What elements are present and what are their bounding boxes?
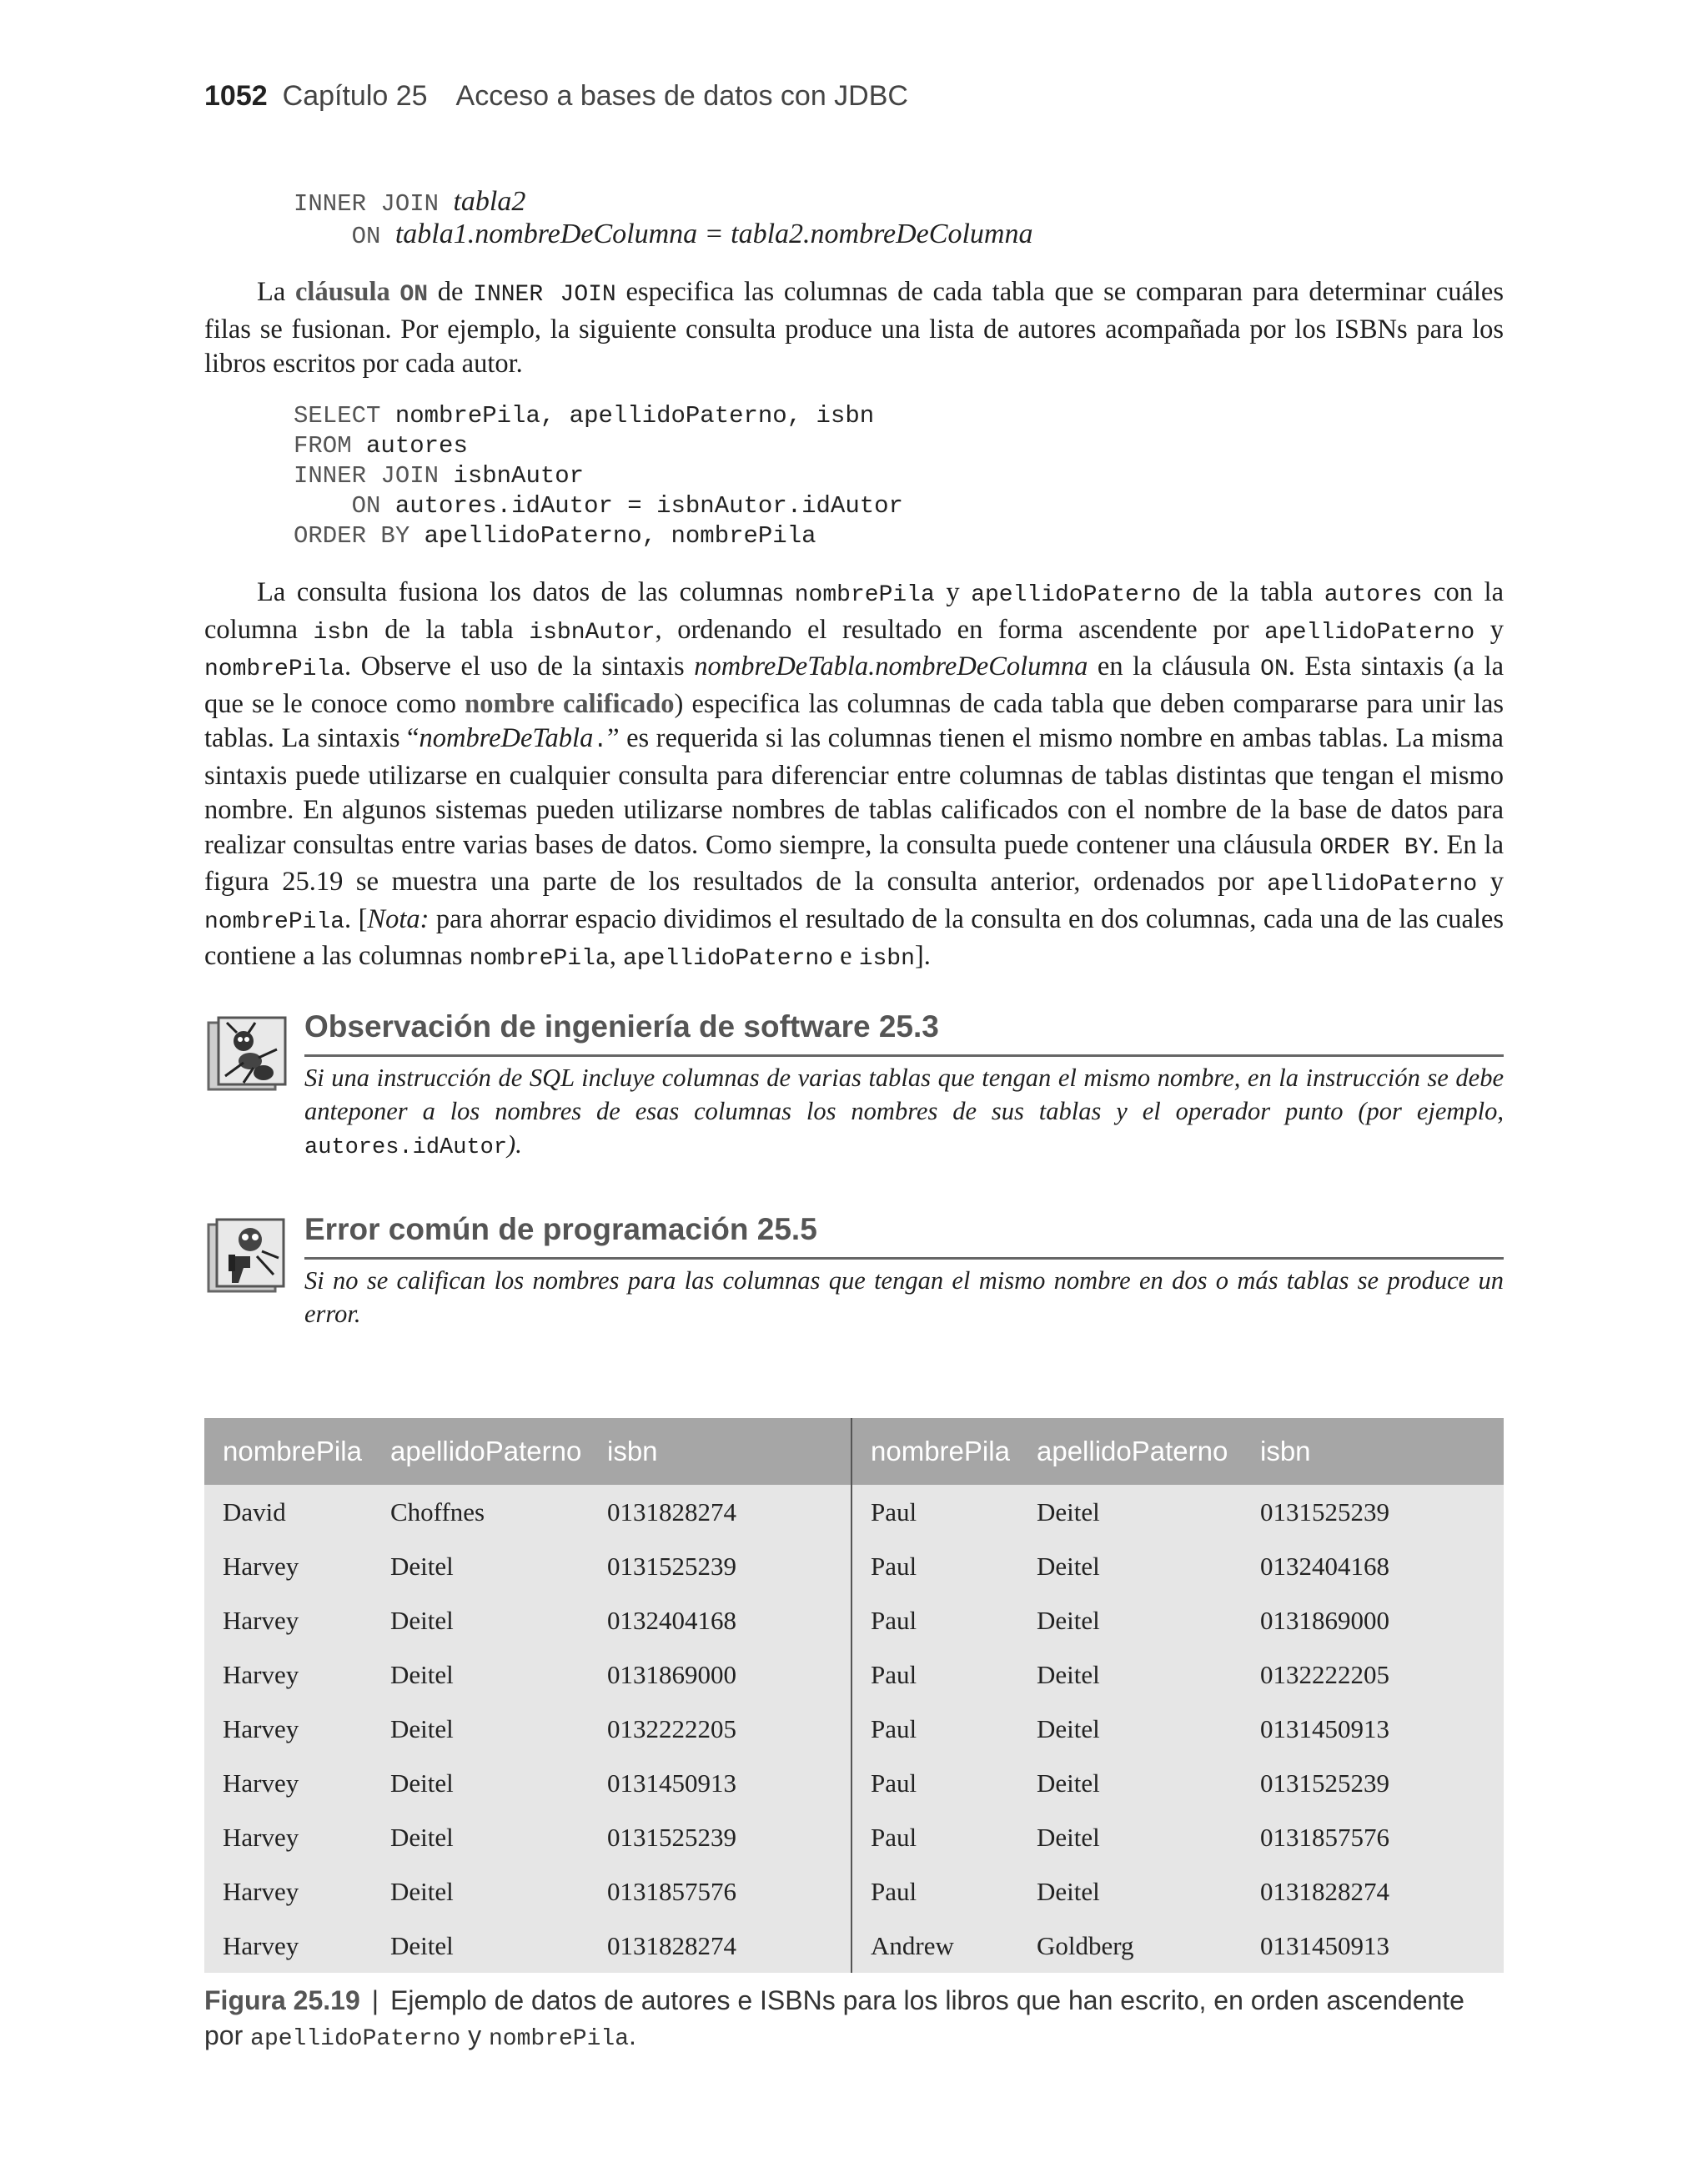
table-cell: 0131525239 <box>1242 1485 1504 1539</box>
ant-engineer-icon <box>207 1016 287 1096</box>
table-cell: 0132222205 <box>589 1702 851 1756</box>
table-row <box>204 1702 1504 1756</box>
paragraph-query-explanation: La consulta fusiona los datos de las columnas nombrePila y apellidoPaterno de la tabla autores con la columna isbn de la tabla isbnAutor, ordenando el resultado en forma ascendente por apellidoPaterno y nombrePila. Observe el uso de la sintaxis nombreDeTabla.nombreDeColumna en la cláusula ON. Esta sintaxis (a la que se le conoce como nombre calificado) especifica las columnas de cada tabla que deben compararse para unir las tablas. La sintaxis “nombreDeTabla.” es requerida si las columnas tienen el mismo nombre en ambas tablas. La misma sintaxis puede utilizarse en cualquier consulta para diferenciar entre columnas de tablas distintas que tengan el mismo nombre. En algunos sistemas pueden utilizarse nombres de tablas calificados con el nombre de la base de datos para realizar consultas entre varias bases de datos. Como siempre, la consulta puede contener una cláusula ORDER BY. En la figura 25.19 se muestra una parte de los resultados de la consulta anterior, ordenados por apellidoPaterno y nombrePila. [Nota: para ahorrar espacio dividimos el resultado de la consulta en dos columnas, cada una de las cuales contiene a las columnas nombrePila, apellidoPaterno e isbn]. <box>204 577 1505 972</box>
table-cell: Deitel <box>372 1919 589 1973</box>
note-title-error: Error común de programación 25.5 <box>304 1212 817 1246</box>
paragraph-on-clause: La cláusula ON de INNER JOIN especifica las columnas de cada tabla que se comparan para determinar cuáles filas se fusionan. Por ejemplo, la siguiente consulta produce una lista de autores acompañada por los ISBNs para los libros escritos por cada autor. <box>204 277 1504 379</box>
table-cell: Harvey <box>204 1864 372 1919</box>
note-title-observation: Observación de ingeniería de software 25.3 <box>304 1009 939 1044</box>
bug-thumbs-down-icon <box>207 1218 287 1298</box>
table-cell: Goldberg <box>1018 1919 1242 1973</box>
code-italic: tabla1.nombreDeColumna = tabla2.nombreDeColumna <box>394 219 1033 249</box>
table-cell: 0132404168 <box>1242 1539 1504 1593</box>
table-cell: 0131828274 <box>589 1919 851 1973</box>
code-keyword: ON <box>351 223 381 250</box>
table-cell: Harvey <box>204 1647 372 1702</box>
table-cell: 0131450913 <box>1242 1919 1504 1973</box>
column-header: nombrePila <box>851 1418 1018 1485</box>
code-keyword: INNER JOIN <box>294 190 440 218</box>
table-cell: Deitel <box>1018 1539 1242 1593</box>
table-cell: 0131525239 <box>589 1810 851 1864</box>
table-row <box>204 1539 1504 1593</box>
table-cell: Deitel <box>1018 1702 1242 1756</box>
table-cell: Paul <box>851 1647 1018 1702</box>
table-cell: Harvey <box>204 1756 372 1810</box>
table-cell: Deitel <box>372 1702 589 1756</box>
table-cell: Harvey <box>204 1593 372 1647</box>
table-cell: David <box>204 1485 372 1539</box>
column-header: isbn <box>1242 1418 1504 1485</box>
figure-table <box>204 1418 1504 1973</box>
table-cell: 0131450913 <box>589 1756 851 1810</box>
table-cell: Harvey <box>204 1539 372 1593</box>
code-italic: tabla2 <box>453 186 526 217</box>
table-cell: Deitel <box>1018 1647 1242 1702</box>
table-cell: Deitel <box>1018 1864 1242 1919</box>
table-cell: Harvey <box>204 1919 372 1973</box>
table-row <box>204 1864 1504 1919</box>
column-header: isbn <box>589 1418 851 1485</box>
table-cell: 0131869000 <box>1242 1593 1504 1647</box>
table-cell: Deitel <box>1018 1593 1242 1647</box>
table-row <box>204 1593 1504 1647</box>
note-rule <box>304 1257 1504 1260</box>
table-cell: 0131450913 <box>1242 1702 1504 1756</box>
table-cell: 0131857576 <box>1242 1810 1504 1864</box>
table-cell: Harvey <box>204 1810 372 1864</box>
table-cell: Deitel <box>372 1593 589 1647</box>
table-header-row <box>204 1418 1504 1485</box>
figure-label: Figura 25.19 <box>204 1985 360 2015</box>
table-row <box>204 1810 1504 1864</box>
table-row <box>204 1919 1504 1973</box>
table-cell: Deitel <box>372 1647 589 1702</box>
code-sql-query: SELECT nombrePila, apellidoPaterno, isbn FROM autores INNER JOIN isbnAutor ON autores.idAutor = isbnAutor.idAutor ORDER BY apellidoPaterno, nombrePila <box>294 402 903 550</box>
table-cell: Deitel <box>372 1539 589 1593</box>
table-cell: Andrew <box>851 1919 1018 1973</box>
table-cell: 0131525239 <box>589 1539 851 1593</box>
note-rule <box>304 1054 1504 1057</box>
column-header: apellidoPaterno <box>1018 1418 1242 1485</box>
table-cell: 0132404168 <box>589 1593 851 1647</box>
table-cell: Deitel <box>1018 1810 1242 1864</box>
table-row <box>204 1647 1504 1702</box>
chapter-label: Capítulo 25 <box>282 80 428 112</box>
table-cell: Deitel <box>1018 1756 1242 1810</box>
table-cell: Deitel <box>1018 1485 1242 1539</box>
table-cell: Paul <box>851 1485 1018 1539</box>
table-cell: Harvey <box>204 1702 372 1756</box>
table-cell: Deitel <box>372 1810 589 1864</box>
table-cell: Paul <box>851 1810 1018 1864</box>
table-row <box>204 1756 1504 1810</box>
running-header <box>204 80 908 113</box>
code-join-syntax <box>294 187 1032 252</box>
note-body-error: Si no se califican los nombres para las columnas que tengan el mismo nombre en dos o más tablas se produce un error. <box>304 1266 1504 1328</box>
figure-caption: Figura 25.19 | Ejemplo de datos de autores e ISBNs para los libros que han escrito, en orden ascendente por apellidoPaterno y nombrePila. <box>204 1985 1464 2052</box>
table-cell: Paul <box>851 1864 1018 1919</box>
table-cell: 0131828274 <box>1242 1864 1504 1919</box>
table-cell: Paul <box>851 1593 1018 1647</box>
table-cell: Deitel <box>372 1756 589 1810</box>
table-cell: Paul <box>851 1539 1018 1593</box>
note-body-observation: Si una instrucción de SQL incluye columnas de varias tablas que tengan el mismo nombre, en la instrucción se debe anteponer a los nombres de esas columnas los nombres de sus tablas y el operador punto (por ejemplo, autores.idAutor). <box>304 1064 1504 1160</box>
chapter-title: Acceso a bases de datos con JDBC <box>455 80 908 112</box>
table-cell: 0131525239 <box>1242 1756 1504 1810</box>
table-cell: Paul <box>851 1702 1018 1756</box>
column-header: apellidoPaterno <box>372 1418 589 1485</box>
table-cell: Paul <box>851 1756 1018 1810</box>
column-header: nombrePila <box>204 1418 372 1485</box>
table-cell: 0132222205 <box>1242 1647 1504 1702</box>
table-cell: Deitel <box>372 1864 589 1919</box>
table-cell: 0131869000 <box>589 1647 851 1702</box>
table-cell: Choffnes <box>372 1485 589 1539</box>
page-number: 1052 <box>204 80 268 112</box>
table-cell: 0131857576 <box>589 1864 851 1919</box>
table-cell: 0131828274 <box>589 1485 851 1539</box>
table-row <box>204 1485 1504 1539</box>
